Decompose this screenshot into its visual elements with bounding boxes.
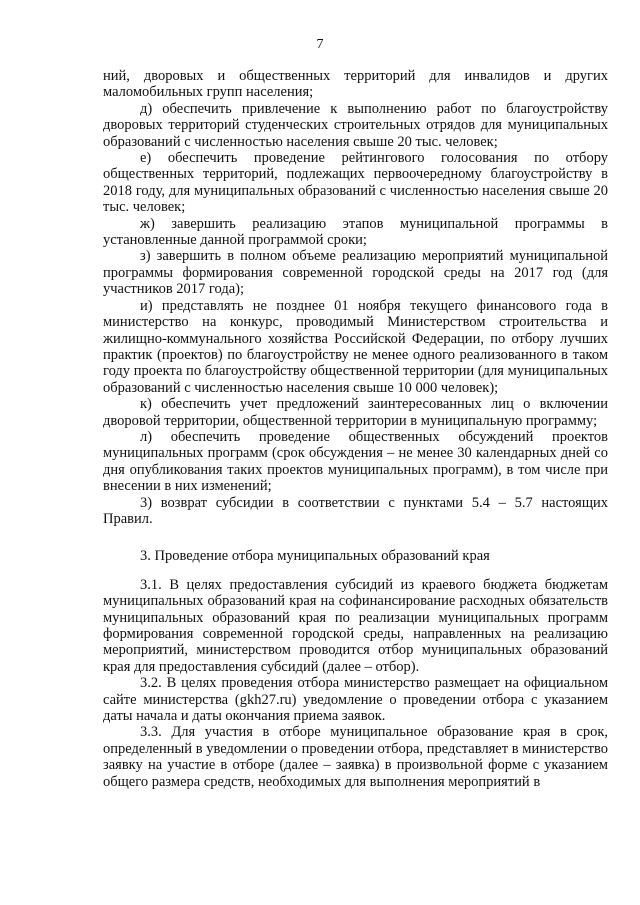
paragraph-continuation: ний, дворовых и общественных территорий для инвалидов и других маломобильных групп населения;: [103, 68, 608, 101]
paragraph-3-1: 3.1. В целях предоставления субсидий из краевого бюджета бюджетам муниципальных образований края на софинансирование расходных обязательств муниципальных образований края по реализации муниципальных программ формирования современной городской среды, направленных на реализацию мероприятий, министерством проводится отбор муниципальных образований края для предоставления субсидий (далее – отбор).: [103, 576, 608, 675]
paragraph-3-2: 3.2. В целях проведения отбора министерство размещает на официальном сайте министерства (gkh27.ru) уведомление о проведении отбора с указанием даты начала и даты окончания приема заявок.: [103, 675, 608, 725]
paragraph-item-k: к) обеспечить учет предложений заинтересованных лиц о включении дворовой территории, общественной территории в муниципальную программу;: [103, 396, 608, 429]
paragraph-item-3: 3) возврат субсидии в соответствии с пунктами 5.4 – 5.7 настоящих Правил.: [103, 494, 608, 527]
paragraph-3-3: 3.3. Для участия в отборе муниципальное образование края в срок, определенный в уведомлении о проведении отбора, представляет в министерство заявку на участие в отборе (далее – заявка) в произвольной форме с указанием общего размера средств, необходимых для выполнения мероприятий в: [103, 724, 608, 790]
paragraph-item-e: е) обеспечить проведение рейтингового голосования по отбору общественных территорий, подлежащих первоочередному благоустройству в 2018 году, для муниципальных образований с численностью населения свыше 20 тыс. человек;: [103, 150, 608, 216]
paragraph-item-zh: ж) завершить реализацию этапов муниципальной программы в установленные данной программой сроки;: [103, 215, 608, 249]
paragraph-item-i: и) представлять не позднее 01 ноября текущего финансового года в министерство на конкурс, проводимый Министерством строительства и жилищно-коммунального хозяйства Российской Федерации, по отбору лучших практик (проектов) по благоустройству не менее одного реализованного в таком году проекта по благоустройству общественной территории (для муниципальных образований с численностью населения свыше 10 000 человек);: [103, 297, 608, 396]
page-number: 7: [316, 37, 324, 52]
document-body: [103, 68, 608, 790]
section-heading: 3. Проведение отбора муниципальных образований края: [140, 548, 490, 565]
paragraph-item-d: д) обеспечить привлечение к выполнению работ по благоустройству дворовых территорий студенческих строительных отрядов для муниципальных образований с численностью населения свыше 20 тыс. человек;: [103, 100, 608, 150]
paragraph-item-l: л) обеспечить проведение общественных обсуждений проектов муниципальных программ (срок обсуждения – не менее 30 календарных дней со дня опубликования таких проектов муниципальных программ), в том числе при внесении в них изменений;: [103, 428, 608, 495]
paragraph-item-z: з) завершить в полном объеме реализацию мероприятий муниципальной программы формирования современной городской среды на 2017 год (для участников 2017 года);: [103, 248, 608, 298]
